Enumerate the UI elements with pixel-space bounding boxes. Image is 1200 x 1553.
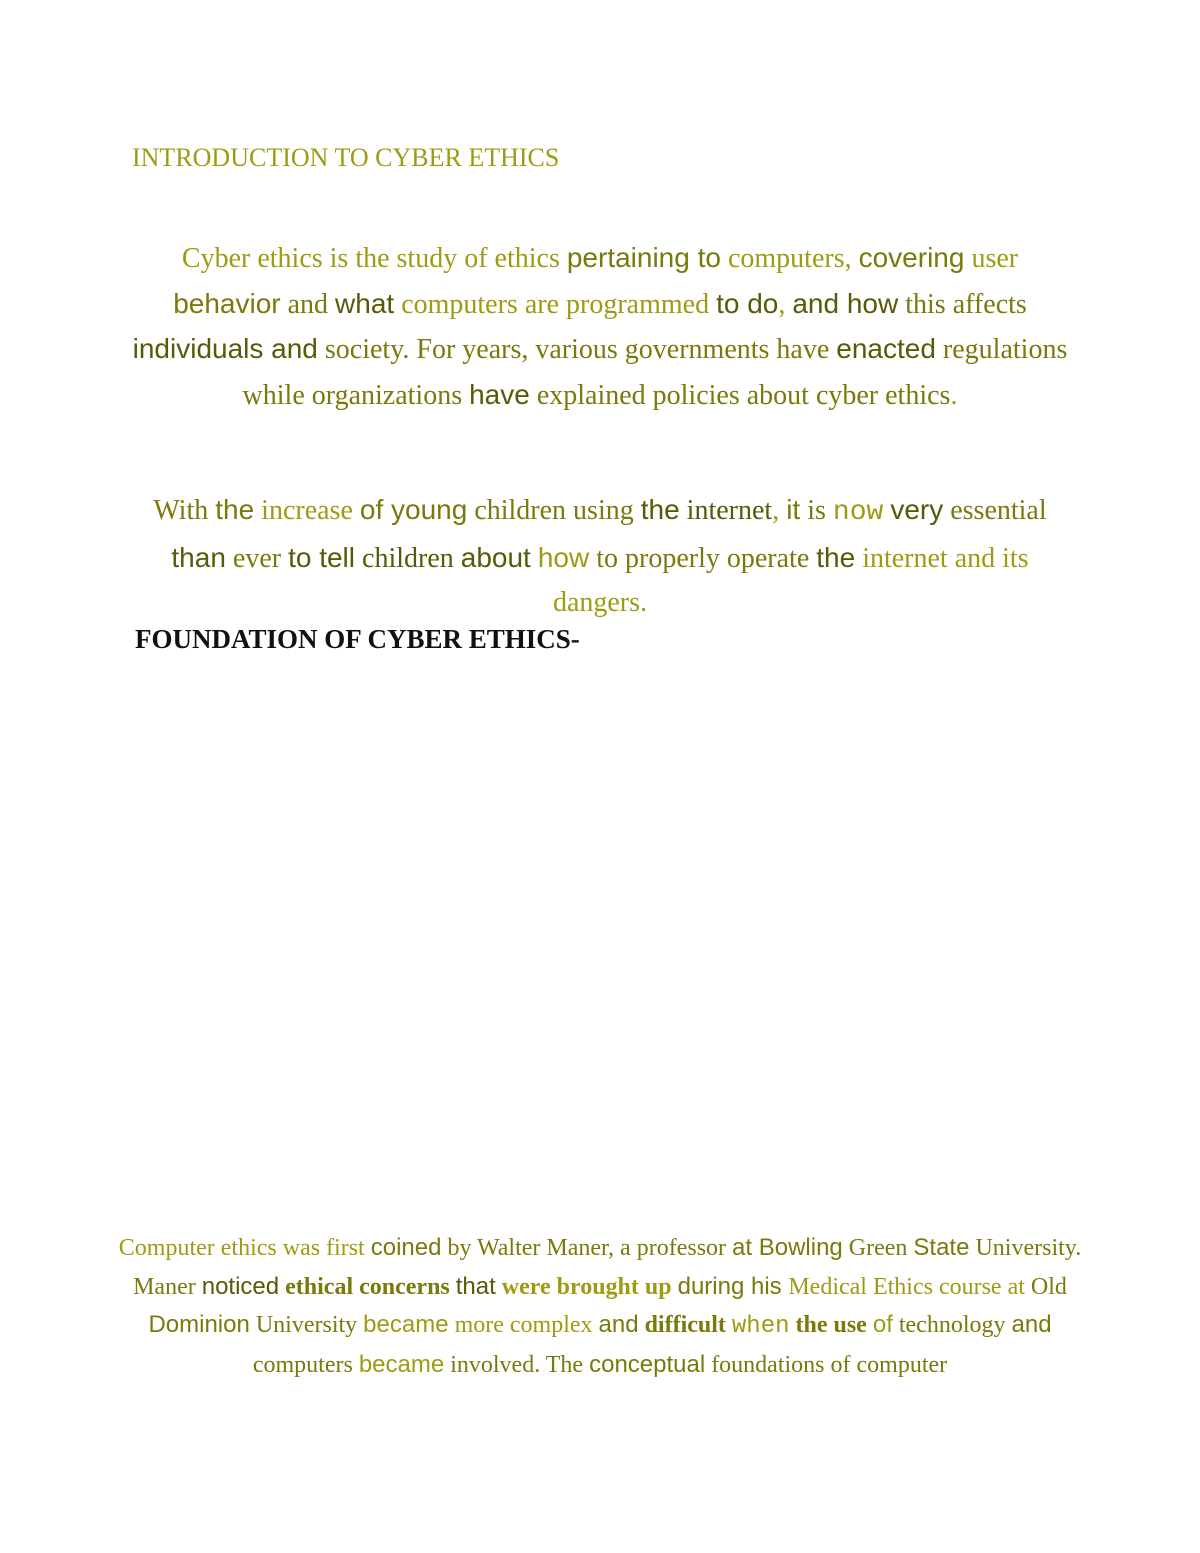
text-run: have [469, 378, 530, 410]
text-run: . [640, 587, 648, 618]
text-run: user [964, 243, 1019, 274]
text-run: Green [842, 1235, 914, 1261]
text-run: of young [359, 494, 468, 525]
text-run: to do [716, 287, 779, 319]
text-run: computers are programmed [394, 288, 717, 320]
text-run: Dominion [148, 1311, 250, 1338]
paragraph-definition [125, 236, 1075, 418]
text-run: difficult [638, 1312, 732, 1338]
text-run: and how [792, 287, 899, 319]
text-run: increase [254, 495, 360, 526]
text-run: it [786, 494, 801, 525]
text-run: society [317, 334, 403, 365]
paragraph-children-internet [125, 488, 1075, 626]
text-run: noticed [201, 1272, 280, 1300]
text-run: pertaining to [566, 242, 721, 273]
text-run: became [363, 1311, 449, 1338]
text-run: and [280, 288, 336, 320]
text-run: and [1011, 1311, 1052, 1338]
text-run: involved. The [444, 1351, 590, 1378]
text-run: the use [789, 1312, 873, 1338]
text-run: . For years, various governments have [402, 334, 837, 365]
text-run: that [455, 1272, 496, 1300]
text-run: of [872, 1311, 893, 1338]
text-run: than [171, 541, 226, 573]
text-run: University [969, 1235, 1076, 1261]
text-run: foundations of computer [705, 1351, 948, 1378]
text-run: behavior [173, 287, 281, 319]
text-run: about [460, 541, 531, 573]
text-run: University [249, 1312, 364, 1338]
text-run: at Bowling [732, 1234, 843, 1261]
text-run: his [744, 1272, 789, 1300]
text-run: internet and its dangers [552, 542, 1029, 618]
heading-foundation: FOUNDATION OF CYBER ETHICS- [135, 624, 580, 654]
text-run: explained policies about cyber ethics [529, 379, 951, 411]
text-run: State [913, 1234, 970, 1261]
text-run: very [890, 494, 944, 525]
text-run: is [800, 495, 833, 526]
text-run: . [950, 379, 958, 411]
text-run: ever [225, 542, 289, 574]
text-run: . Maner [133, 1235, 1082, 1300]
text-run: this affects [898, 288, 1027, 320]
text-run: Computer ethics was first [118, 1235, 371, 1261]
text-run: Cyber ethics is the study of ethics [181, 243, 567, 274]
text-run: Medical Ethics course at [788, 1273, 1031, 1300]
text-run: more complex [448, 1312, 599, 1338]
text-run: children [355, 542, 461, 574]
text-run: computers, [720, 243, 859, 274]
text-run: covering [858, 242, 965, 273]
text-run: the [640, 494, 680, 525]
text-run: conceptual [589, 1350, 706, 1378]
text-run: regulations while organizations [242, 334, 1068, 411]
text-run: to tell [288, 541, 356, 573]
text-run: the [215, 494, 255, 525]
text-run: internet [679, 495, 773, 526]
text-run: enacted [836, 333, 936, 364]
text-run: and [598, 1311, 639, 1338]
text-run: when [731, 1313, 790, 1340]
text-run: what [335, 287, 395, 319]
text-run: how [537, 541, 590, 573]
text-run: , [772, 495, 787, 526]
text-run: Old [1030, 1273, 1067, 1300]
text-run: were brought up [495, 1273, 678, 1300]
heading-introduction: INTRODUCTION TO CYBER ETHICS [132, 143, 560, 172]
text-run: the [816, 541, 856, 573]
text-run: to properly operate [589, 542, 817, 574]
text-run: now [832, 497, 884, 528]
text-run: ethical concerns [279, 1273, 456, 1300]
text-run: technology [892, 1312, 1012, 1338]
text-run: essential [943, 495, 1047, 526]
text-run: With [153, 495, 216, 526]
text-run: computers [252, 1351, 359, 1378]
text-run: children using [467, 495, 641, 526]
paragraph-walter-maner [100, 1229, 1100, 1384]
text-run: during [677, 1272, 745, 1300]
text-run [531, 543, 538, 574]
text-run: by Walter Maner, a professor [441, 1235, 733, 1261]
text-run: coined [370, 1234, 442, 1261]
text-run: individuals and [132, 333, 318, 364]
text-run: , [778, 288, 793, 320]
text-run: became [358, 1350, 445, 1378]
